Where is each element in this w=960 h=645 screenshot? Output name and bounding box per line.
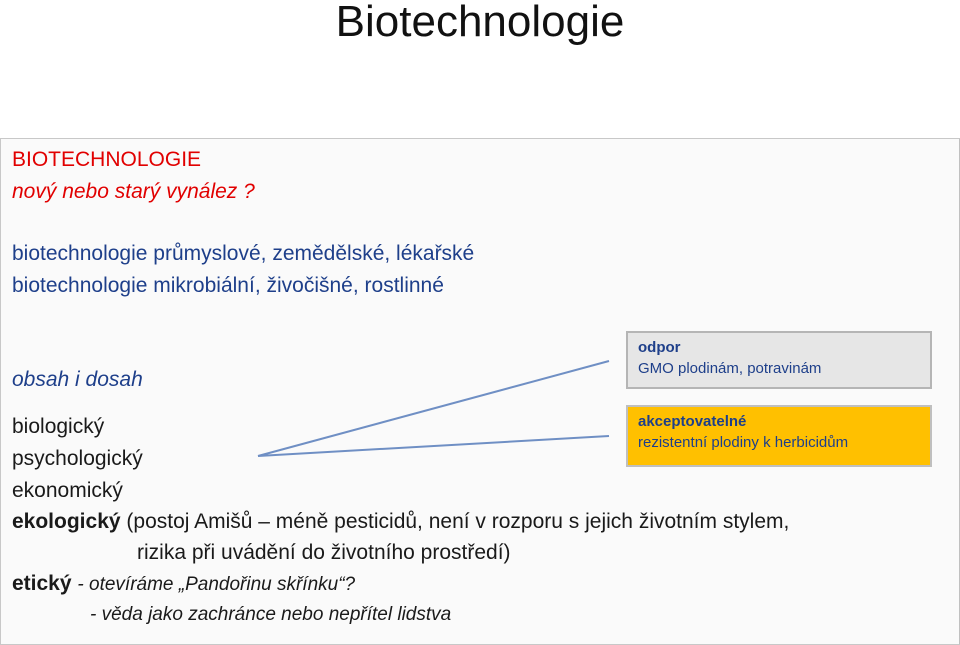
aspect-biological: biologický xyxy=(12,415,105,438)
opposition-box xyxy=(626,331,932,389)
aspect-economic: ekonomický xyxy=(12,479,123,502)
acceptable-box xyxy=(626,405,932,467)
aspect-ecological-text-2: rizika při uvádění do životního prostředí) xyxy=(137,541,511,564)
categories-line-2: biotechnologie mikrobiální, živočišné, rostlinné xyxy=(12,274,444,297)
aspect-ethical-row xyxy=(12,572,355,596)
aspect-ethical-label: etický xyxy=(12,572,72,595)
acceptable-text: rezistentní plodiny k herbicidům xyxy=(638,434,849,451)
opposition-text: GMO plodinám, potravinám xyxy=(638,360,822,377)
aspect-ethical-text-2: - věda jako zachránce nebo nepřítel lidstva xyxy=(90,604,452,625)
acceptable-title: akceptovatelné xyxy=(638,413,747,430)
aspect-ecological-text: (postoj Amišů – méně pesticidů, není v rozporu s jejich životním stylem, xyxy=(126,510,790,533)
opposition-title: odpor xyxy=(638,339,681,356)
aspect-ecological-label: ekologický xyxy=(12,510,121,533)
aspect-ecological-row xyxy=(12,510,789,534)
categories-line-1: biotechnologie průmyslové, zemědělské, lékařské xyxy=(12,242,475,265)
aspect-ethical-text: - otevíráme „Pandořinu skřínku“? xyxy=(77,574,356,595)
scope-label: obsah i dosah xyxy=(12,368,143,391)
page-title: Biotechnologie xyxy=(335,0,625,46)
aspect-psychological: psychologický xyxy=(12,447,143,470)
intro-subheading: nový nebo starý vynález ? xyxy=(12,180,255,203)
intro-heading: BIOTECHNOLOGIE xyxy=(12,148,202,171)
content-panel xyxy=(0,138,960,645)
